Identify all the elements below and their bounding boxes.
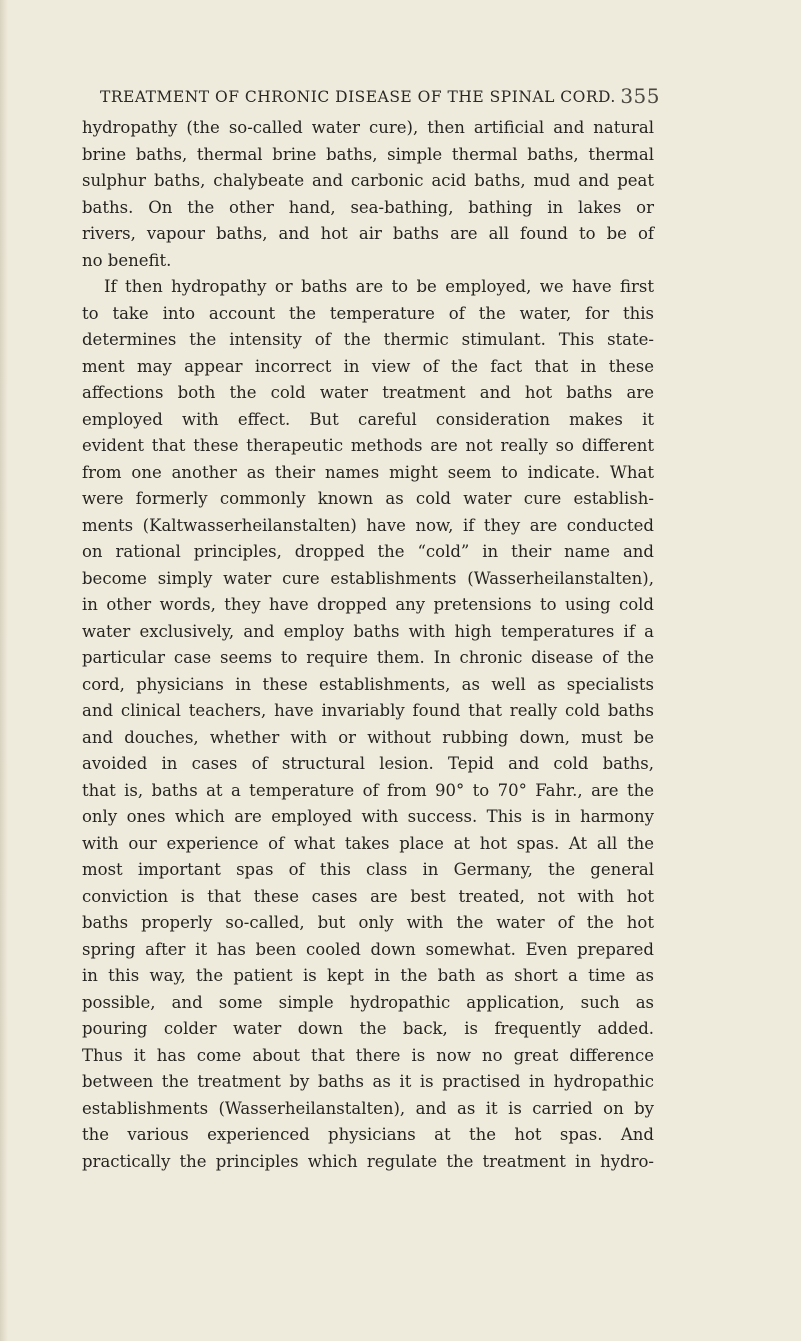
text-line: water exclusively, and employ baths with high temperatures if a	[82, 621, 654, 641]
text-line: ment may appear incorrect in view of the fact that in these	[82, 356, 654, 376]
text-line: from one another as their names might seem to indicate. What	[82, 462, 654, 482]
body-text	[82, 115, 654, 1175]
text-line: brine baths, thermal brine baths, simple thermal baths, thermal	[82, 144, 654, 164]
text-line: that is, baths at a temperature of from 90° to 70° Fahr., are the	[82, 780, 654, 800]
text-line: particular case seems to require them. In chronic disease of the	[82, 648, 654, 667]
text-line: rivers, vapour baths, and hot air baths are all found to be of	[82, 224, 654, 243]
text-line: practically the principles which regulate the treatment in hydro-	[82, 1151, 654, 1171]
text-line: and douches, whether with or without rubbing down, must be	[82, 727, 654, 747]
text-line: in other words, they have dropped any pretensions to using cold	[82, 595, 654, 614]
running-header	[100, 84, 660, 112]
text-line: pouring colder water down the back, is frequently added.	[82, 1019, 654, 1038]
text-line: avoided in cases of structural lesion. Tepid and cold baths,	[82, 754, 654, 773]
text-line: most important spas of this class in Germany, the general	[82, 860, 654, 879]
text-line: to take into account the temperature of the water, for this	[82, 303, 654, 323]
text-line: become simply water cure establishments (Wasserheilanstalten),	[82, 568, 654, 588]
text-line: establishments (Wasserheilanstalten), and as it is carried on by	[82, 1098, 654, 1118]
text-line: on rational principles, dropped the “cold” in their name and	[82, 542, 654, 561]
text-line: and clinical teachers, have invariably found that really cold baths	[82, 701, 654, 720]
text-line: were formerly commonly known as cold water cure establish-	[82, 489, 654, 508]
text-line: with our experience of what takes place at hot spas. At all the	[82, 833, 654, 853]
text-line: conviction is that these cases are best treated, not with hot	[82, 886, 654, 906]
text-line: Thus it has come about that there is now no great difference	[82, 1045, 654, 1065]
text-line: cord, physicians in these establishments, as well as specialists	[82, 674, 654, 694]
page-gutter-shadow	[0, 0, 8, 1341]
text-line: hydropathy (the so-called water cure), then artificial and natural	[82, 118, 654, 137]
text-line: spring after it has been cooled down somewhat. Even prepared	[82, 939, 654, 959]
running-title: TREATMENT OF CHRONIC DISEASE OF THE SPINAL CORD.	[100, 88, 616, 106]
text-line: baths properly so-called, but only with the water of the hot	[82, 913, 654, 932]
page-number: 355	[620, 84, 660, 108]
text-line: evident that these therapeutic methods are not really so different	[82, 436, 654, 455]
text-line: the various experienced physicians at the hot spas. And	[82, 1125, 654, 1144]
paragraph-start-line: If then hydropathy or baths are to be employed, we have first	[104, 277, 654, 296]
text-line: baths. On the other hand, sea-bathing, bathing in lakes or	[82, 197, 654, 217]
text-line: between the treatment by baths as it is practised in hydropathic	[82, 1072, 654, 1091]
text-line: in this way, the patient is kept in the bath as short a time as	[82, 966, 654, 985]
text-line: employed with effect. But careful consideration makes it	[82, 409, 654, 429]
text-line: no benefit.	[82, 250, 172, 270]
text-line: determines the intensity of the thermic stimulant. This state-	[82, 330, 654, 349]
text-line: sulphur baths, chalybeate and carbonic acid baths, mud and peat	[82, 171, 654, 190]
text-line: possible, and some simple hydropathic application, such as	[82, 992, 654, 1012]
text-line: only ones which are employed with success. This is in harmony	[82, 807, 654, 826]
text-line: affections both the cold water treatment and hot baths are	[82, 383, 654, 402]
text-line: ments (Kaltwasserheilanstalten) have now, if they are conducted	[82, 515, 654, 535]
